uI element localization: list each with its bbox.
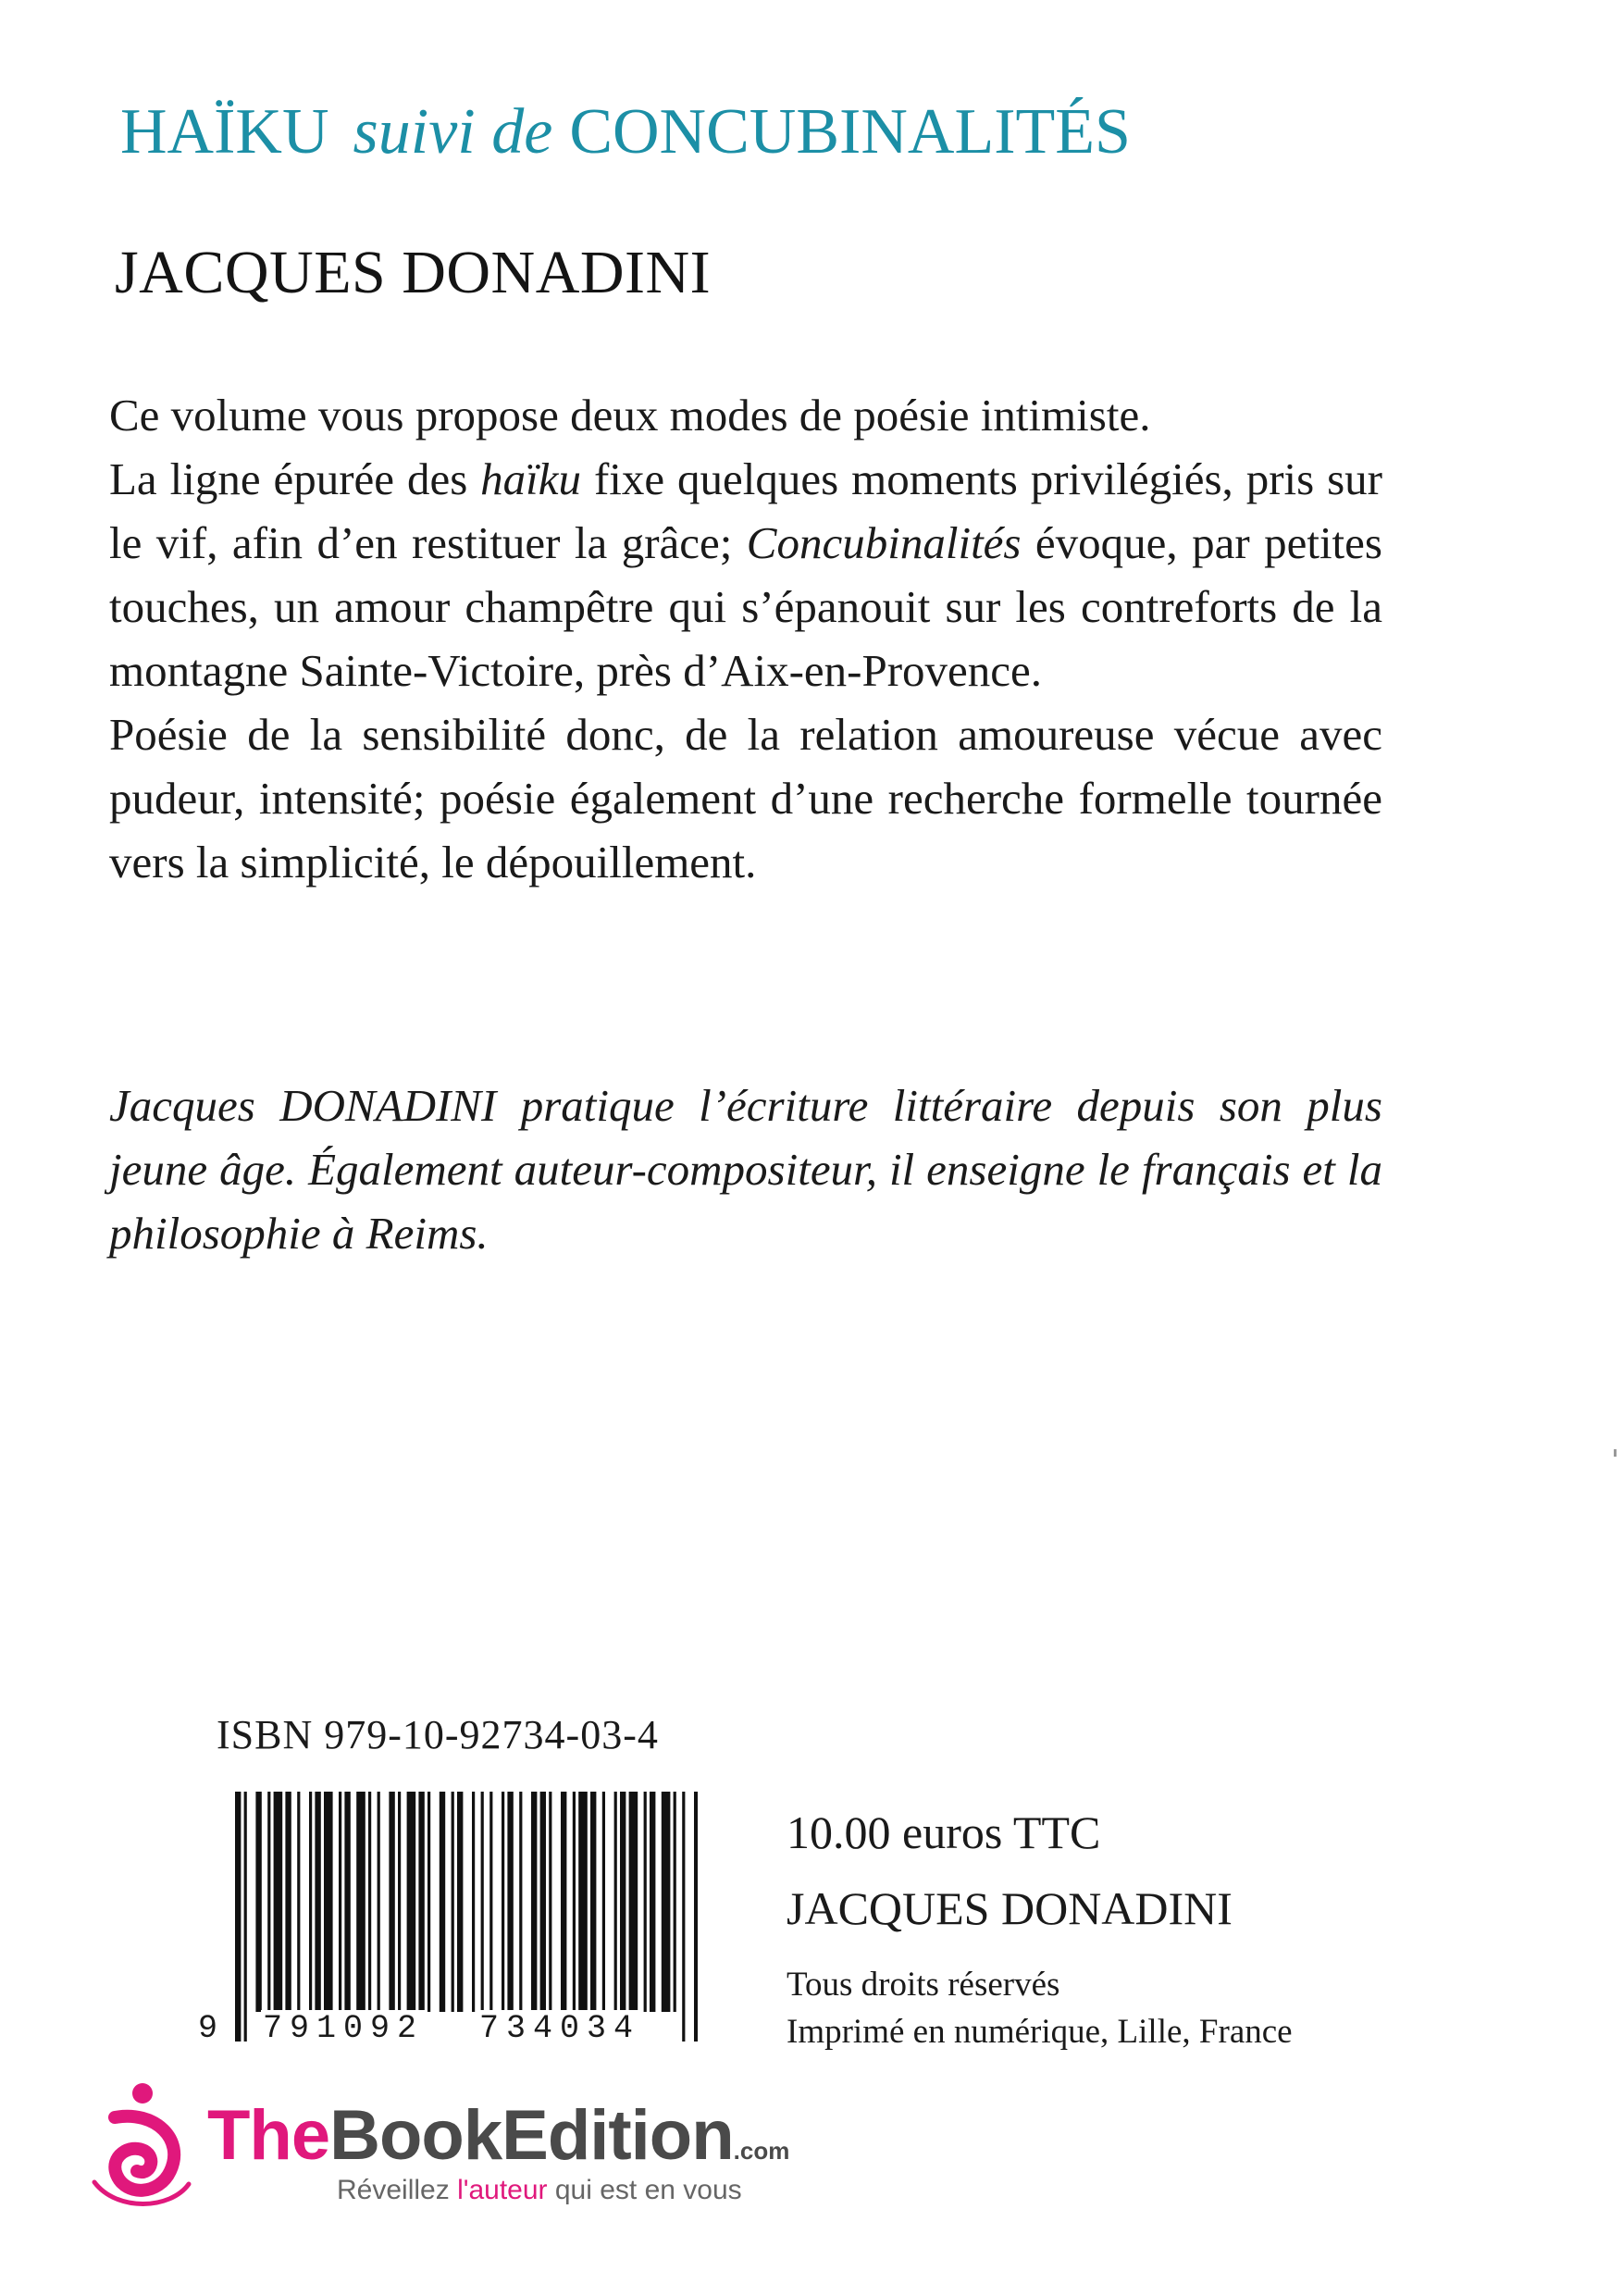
barcode-bar [472,1792,475,2012]
barcode-bar [590,1792,596,2012]
barcode-bar [356,1792,365,2012]
blurb-paragraph-1: Ce volume vous propose deux modes de poésie intimiste. [109,390,1151,441]
barcode-bar [602,1792,605,2012]
author-bio: Jacques DONADINI pratique l’écriture littéraire depuis son plus jeune âge. Également auteur-compositeur, il enseigne le français et la philosophie à Reims. [109,1080,1382,1259]
barcode-bar [418,1792,424,2012]
title-part-2: CONCUBINALITÉS [569,96,1131,168]
barcode-bar [378,1792,380,2042]
barcode-digits [196,2010,703,2056]
publisher-logo [89,2073,829,2221]
barcode-digit-group-1: 791092 [263,2010,425,2047]
barcode-bar [489,1792,492,2012]
barcode-bar [561,1792,566,2012]
tagline-highlight: l'auteur [457,2175,548,2205]
blurb-paragraph-3: Poésie de la sensibilité donc, de la relation amoureuse vécue avec pudeur, intensité; poésie également d’une recherche formelle tournée vers la simplicité, le dépouillement. [109,709,1382,887]
barcode-bar [573,1792,576,2012]
barcode-bar [507,1792,513,2012]
print-notice: Imprimé en numérique, Lille, France [787,2013,1293,2051]
barcode-bar [274,1792,283,2012]
barcode-bar [620,1792,626,2012]
price: 10.00 euros TTC [787,1806,1101,1858]
barcode-bar [398,1792,401,2012]
barcode-bar [540,1792,546,2042]
barcode-bar [457,1792,463,2012]
barcode-bar [267,1792,270,2012]
barcode-bars [235,1792,698,2042]
barcode-bar [324,1792,333,2012]
barcode-bar [531,1792,537,2042]
barcode-bar [650,1792,655,2012]
barcode-bar [682,1792,685,2042]
rights-notice: Tous droits réservés [787,1966,1060,2004]
barcode-bar [368,1792,371,2012]
publisher-wordmark [207,2096,790,2175]
isbn-label: ISBN 979-10-92734-03-4 [217,1712,659,1757]
author-name: JACQUES DONADINI [115,239,712,306]
barcode-bar [297,1792,300,2012]
tagline-text: Réveillez [337,2175,458,2205]
blurb-text: La ligne épurée des [109,453,481,504]
barcode-bar [629,1792,638,2012]
book-title [120,96,1131,168]
barcode-bar [440,1792,445,2012]
barcode-digit-group-2: 734034 [479,2010,641,2047]
rights-holder: JACQUES DONADINI [787,1882,1233,1934]
barcode-bar [578,1792,588,2012]
tagline-text: qui est en vous [547,2175,742,2205]
barcode-bar [674,1792,676,2012]
barcode-digit-lead: 9 [198,2010,218,2047]
barcode-bar [255,1792,261,2012]
barcode-bar [614,1792,617,2012]
blurb [109,383,1382,894]
publisher-tagline [337,2177,742,2204]
blurb-emphasis-haiku: haïku [480,453,582,504]
barcode-bar [519,1792,522,2042]
edge-mark [1614,1449,1617,1457]
barcode-bar [285,1792,291,2012]
barcode-bar [315,1792,320,2012]
title-connector: suivi de [353,96,553,168]
person-swirl-icon [89,2082,200,2212]
barcode-bar [452,1792,454,2012]
wordmark-book: Book [329,2096,502,2175]
blurb-text: fixe quelques moments privilégiés, pris sur le vif, afin d’en restituer la grâce; [109,453,1382,568]
barcode-bar [344,1792,350,2012]
barcode-bar [502,1792,504,2012]
barcode-bar [662,1792,671,2012]
barcode-bar [389,1792,394,2042]
wordmark-the: The [207,2096,330,2175]
title-part-1: HAÏKU [120,96,329,168]
wordmark-edition: Edition [502,2096,734,2175]
barcode [196,1792,703,2069]
barcode-bar [644,1792,647,2012]
barcode-bar [235,1792,241,2042]
barcode-bar [244,1792,247,2042]
blurb-paragraph-2 [109,447,1382,702]
wordmark-dotcom: .com [733,2137,790,2165]
barcode-bar [339,1792,341,2012]
barcode-bar [407,1792,416,2012]
barcode-bar [481,1792,484,2012]
blurb-emphasis-concubinalites: Concubinalités [746,517,1022,568]
blurb-text: évoque, par petites touches, un amour champêtre qui s’épanouit sur les contreforts de la montagne Sainte-Victoire, près d’Aix-en-Provence. [109,517,1382,696]
barcode-bar [427,1792,430,2012]
barcode-bar [549,1792,551,2042]
barcode-bar [694,1792,698,2042]
barcode-bar [309,1792,312,2012]
